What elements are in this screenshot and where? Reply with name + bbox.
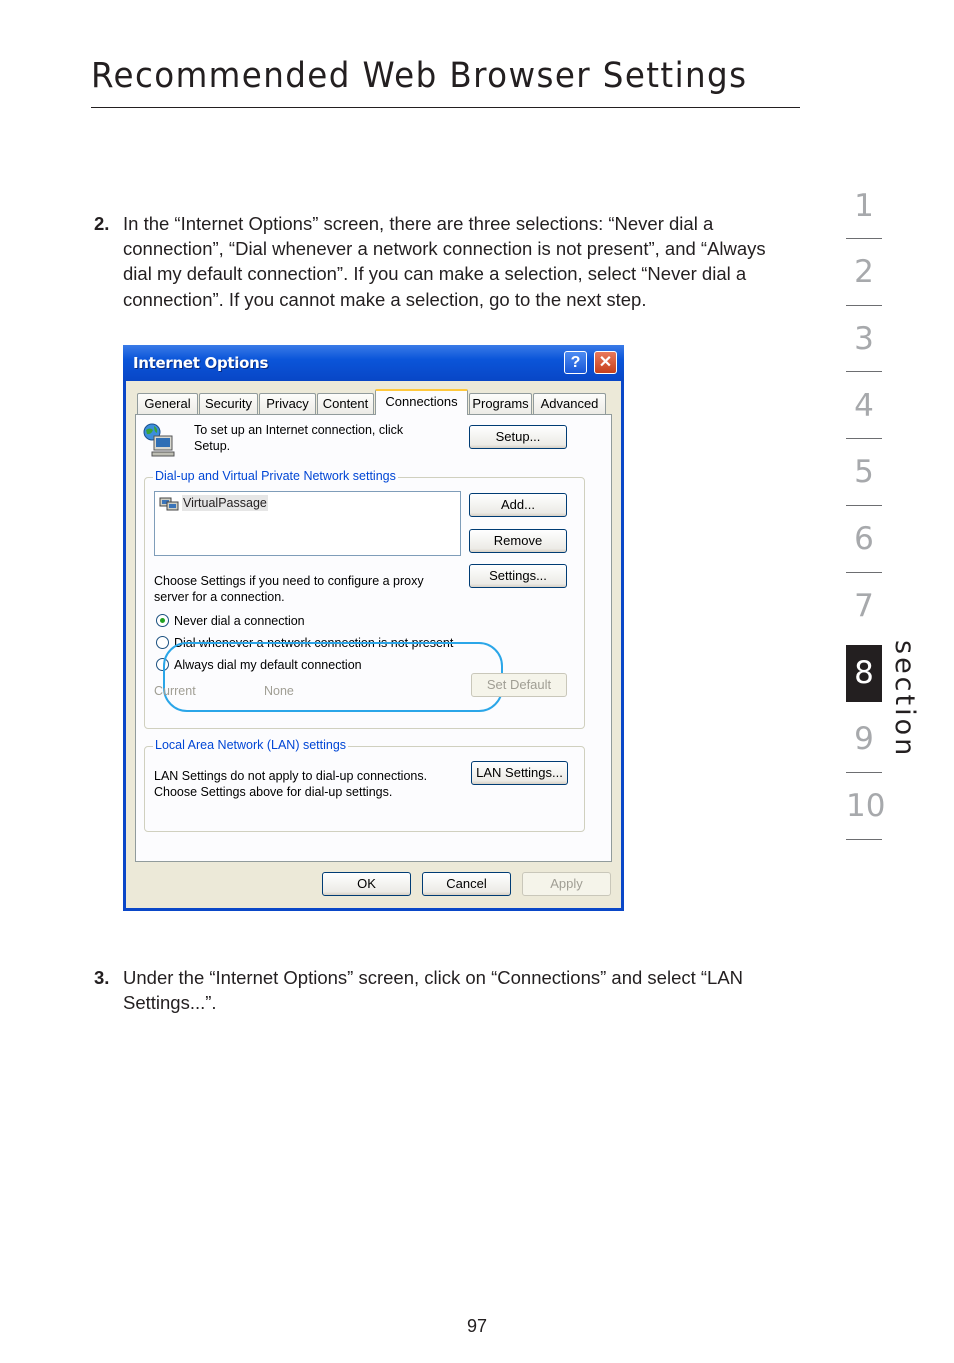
tab-content[interactable]: Content — [317, 393, 374, 414]
step-2 — [94, 211, 784, 312]
connections-panel — [135, 414, 612, 862]
section-divider — [846, 505, 882, 506]
dialup-group-title: Dial-up and Virtual Private Network settings — [155, 469, 396, 483]
section-divider — [846, 772, 882, 773]
section-divider — [846, 572, 882, 573]
section-divider — [846, 438, 882, 439]
section-8: 8 — [854, 655, 874, 691]
proxy-description: Choose Settings if you need to configure a proxy server for a connection. — [154, 574, 424, 604]
never-dial-radio[interactable] — [156, 614, 169, 627]
radio-options-highlight — [163, 642, 503, 712]
section-7: 7 — [854, 588, 874, 624]
tab-programs[interactable]: Programs — [469, 393, 532, 414]
connection-name: VirtualPassage — [183, 496, 267, 510]
tab-privacy[interactable]: Privacy — [259, 393, 316, 414]
internet-connection-icon — [142, 422, 176, 458]
section-divider — [846, 371, 882, 372]
cancel-button[interactable]: Cancel — [422, 872, 511, 896]
setup-description: To set up an Internet connection, click Setup. — [194, 423, 404, 453]
section-5: 5 — [854, 454, 874, 490]
internet-options-dialog — [123, 345, 624, 911]
always-dial-label[interactable]: Always dial my default connection — [174, 658, 362, 672]
section-6: 6 — [854, 521, 874, 557]
section-2: 2 — [854, 254, 874, 290]
apply-button[interactable]: Apply — [522, 872, 611, 896]
step-number: 3. — [94, 967, 110, 988]
tab-connections[interactable]: Connections — [375, 389, 468, 415]
step-3 — [94, 965, 784, 1015]
section-divider — [846, 305, 882, 306]
step-text: In the “Internet Options” screen, there are three selections: “Never dial a connection”, “Dial whenever a network connection is not present”, and “Always dial my default connection”. If you can make a selection, select “Never dial a connection”. If you cannot make a selection, go to the next step. — [123, 213, 766, 310]
section-4: 4 — [854, 388, 874, 424]
step-text: Under the “Internet Options” screen, click on “Connections” and select “LAN Settings...”. — [123, 967, 744, 1014]
help-icon[interactable]: ? — [564, 351, 587, 374]
remove-button[interactable]: Remove — [469, 529, 567, 553]
page-number: 97 — [466, 1316, 488, 1336]
section-10: 10 — [846, 788, 886, 824]
dialog-title: Internet Options — [133, 354, 269, 372]
tab-security[interactable]: Security — [199, 393, 258, 414]
page-title: Recommended Web Browser Settings — [91, 56, 748, 96]
section-divider — [846, 238, 882, 239]
section-label: section — [889, 640, 920, 759]
connection-icon — [159, 495, 179, 512]
lan-settings-button[interactable]: LAN Settings... — [471, 761, 568, 785]
ok-button[interactable]: OK — [322, 872, 411, 896]
tab-general[interactable]: General — [137, 393, 198, 414]
section-8-active — [846, 645, 882, 702]
settings-button[interactable]: Settings... — [469, 564, 567, 588]
tab-advanced[interactable]: Advanced — [533, 393, 606, 414]
current-label: Current — [154, 684, 196, 698]
dialog-body — [126, 381, 621, 908]
current-value: None — [264, 684, 294, 698]
add-button[interactable]: Add... — [469, 493, 567, 517]
section-1: 1 — [854, 188, 874, 224]
lan-group-title: Local Area Network (LAN) settings — [155, 738, 347, 752]
dial-when-not-present-radio[interactable] — [156, 636, 169, 649]
setup-button[interactable]: Setup... — [469, 425, 567, 449]
section-divider — [846, 839, 882, 840]
dial-when-not-present-label[interactable]: Dial whenever a network connection is not present — [174, 636, 454, 650]
dialup-connections-list[interactable] — [154, 491, 461, 556]
section-9: 9 — [854, 721, 874, 757]
title-rule — [91, 107, 800, 108]
never-dial-label[interactable]: Never dial a connection — [174, 614, 305, 628]
section-3: 3 — [854, 321, 874, 357]
lan-description: LAN Settings do not apply to dial-up connections. Choose Settings above for dial-up settings. — [154, 769, 428, 799]
close-icon[interactable]: ✕ — [594, 351, 617, 374]
step-number: 2. — [94, 213, 110, 234]
dialog-titlebar — [123, 345, 624, 381]
set-default-button[interactable]: Set Default — [471, 673, 567, 697]
